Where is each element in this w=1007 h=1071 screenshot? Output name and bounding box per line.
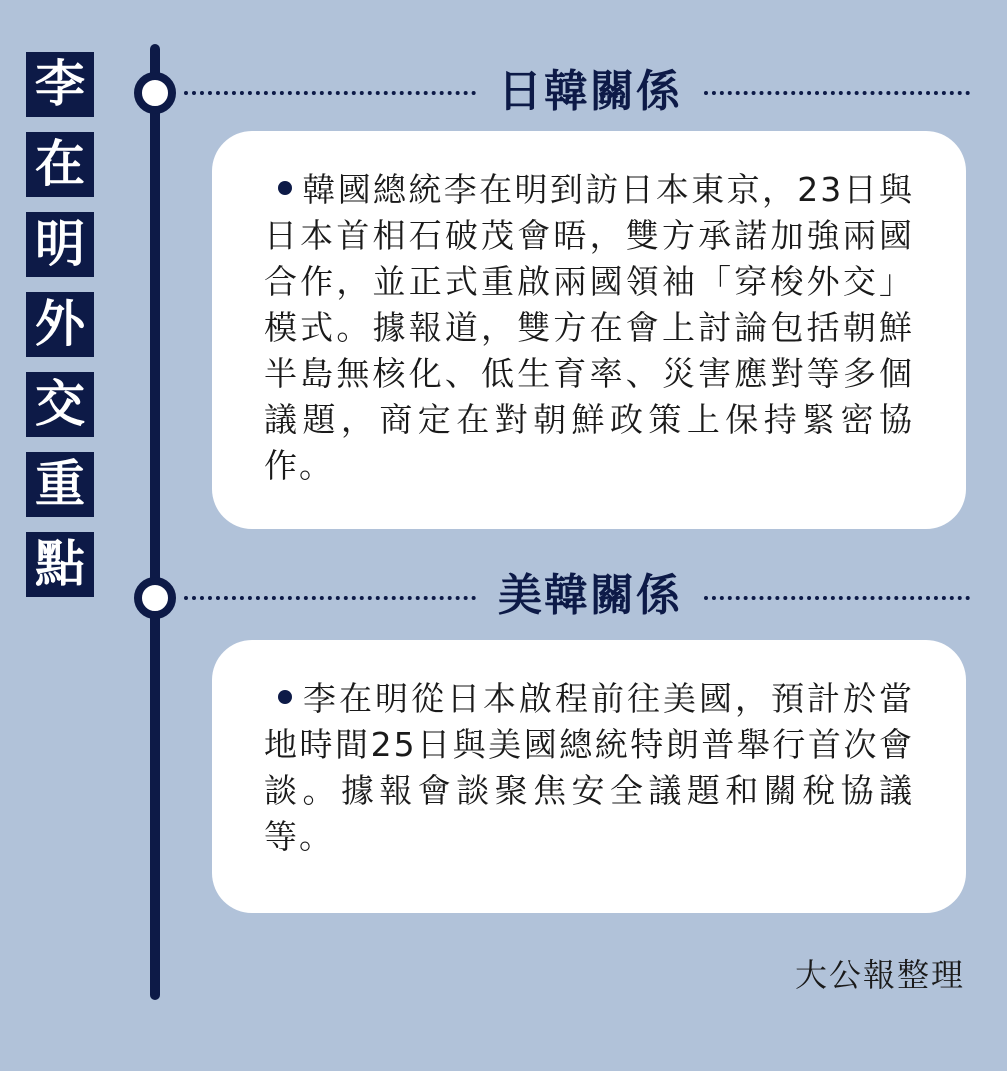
card-body: 李在明從日本啟程前往美國，預計於當地時間25日與美國總統特朗普舉行首次會談。據報會談聚焦安全議題和關稅協議等。 xyxy=(264,679,914,856)
dotted-divider xyxy=(704,91,970,95)
title-char: 在 xyxy=(26,132,94,197)
timeline-node xyxy=(134,577,176,619)
timeline-line xyxy=(150,44,160,1000)
dotted-divider xyxy=(184,596,476,600)
source-credit: 大公報整理 xyxy=(794,956,965,994)
bullet-dot xyxy=(278,181,292,195)
info-card-japan-korea xyxy=(212,131,966,529)
section-title-japan-korea: 日韓關係 xyxy=(498,66,682,117)
card-text xyxy=(264,676,914,860)
timeline-node xyxy=(134,72,176,114)
info-card-us-korea xyxy=(212,640,966,913)
bullet-dot xyxy=(278,690,292,704)
title-char: 李 xyxy=(26,52,94,117)
dotted-divider xyxy=(184,91,476,95)
dotted-divider xyxy=(704,596,970,600)
card-text xyxy=(264,167,914,489)
title-char: 點 xyxy=(26,532,94,597)
title-char: 明 xyxy=(26,212,94,277)
vertical-title xyxy=(26,52,94,612)
card-body: 韓國總統李在明到訪日本東京，23日與日本首相石破茂會晤，雙方承諾加強兩國合作，並正式重啟兩國領袖「穿梭外交」模式。據報道，雙方在會上討論包括朝鮮半島無核化、低生育率、災害應對等多個議題，商定在對朝鮮政策上保持緊密協作。 xyxy=(264,170,914,485)
section-title-us-korea: 美韓關係 xyxy=(498,570,682,621)
title-char: 交 xyxy=(26,372,94,437)
title-char: 外 xyxy=(26,292,94,357)
title-char: 重 xyxy=(26,452,94,517)
